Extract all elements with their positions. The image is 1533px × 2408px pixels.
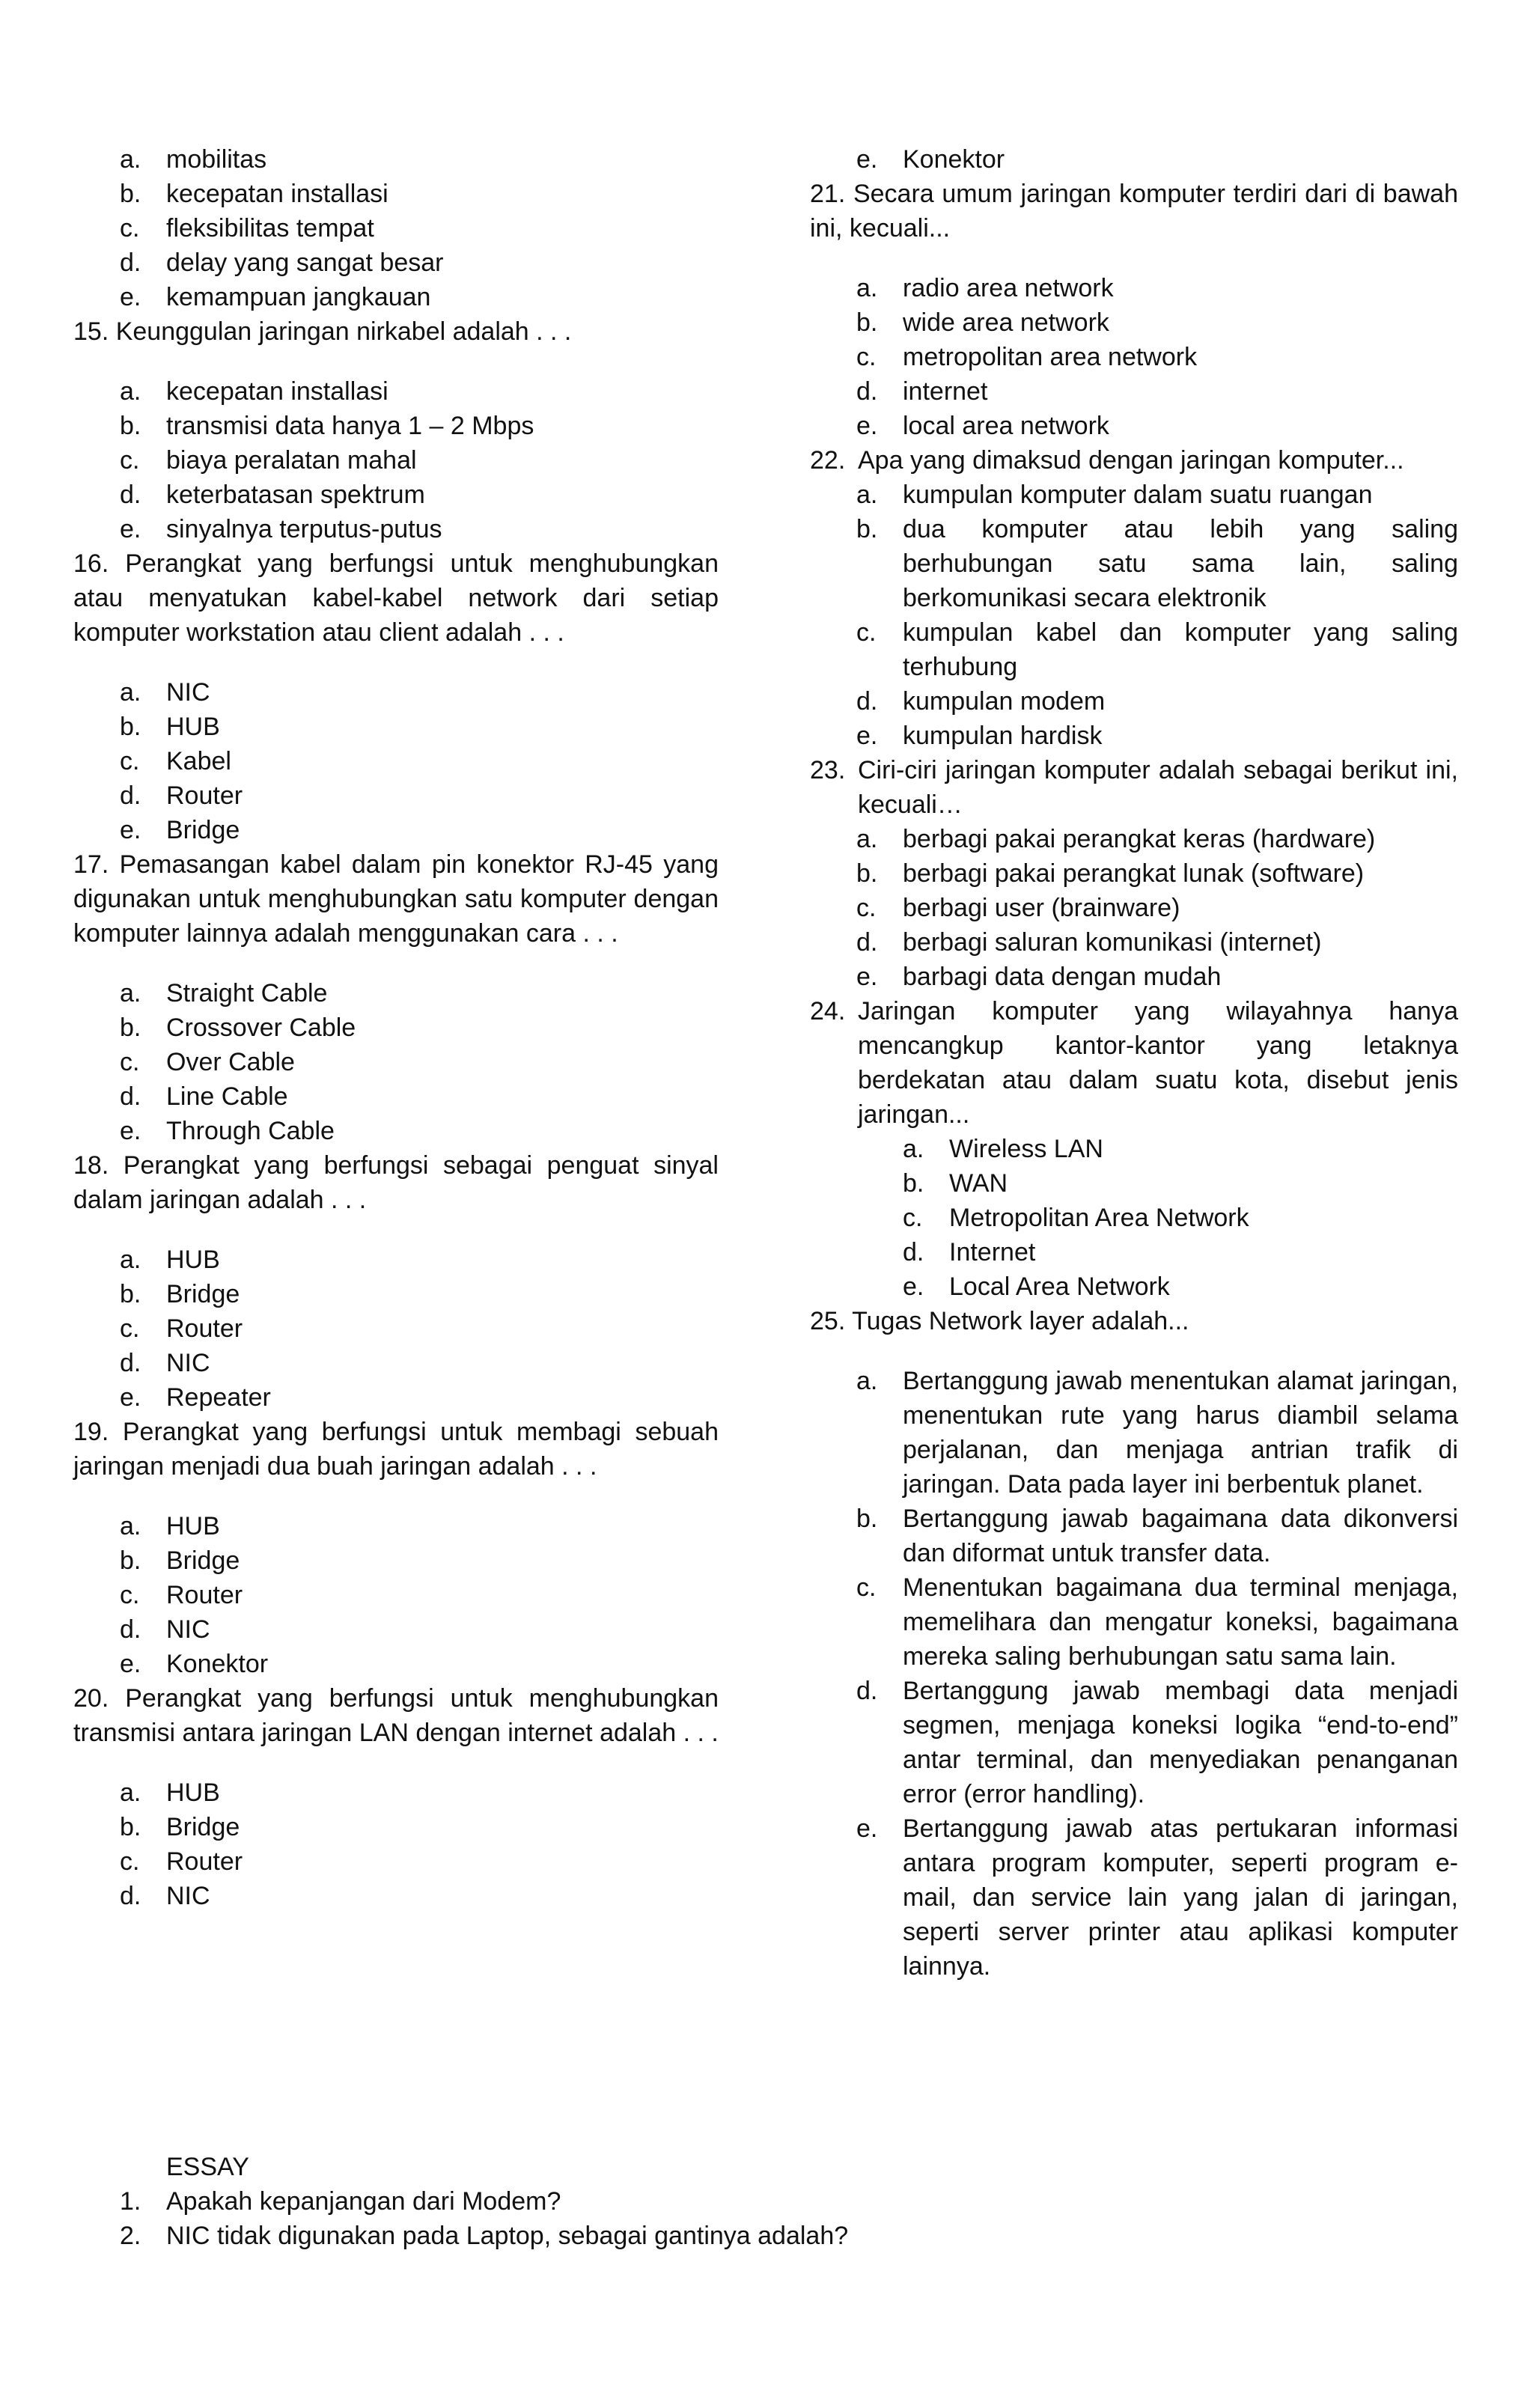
option-letter: b. [120,1280,141,1308]
q14-options [73,142,719,314]
option-text: WAN [949,1169,1008,1198]
option-letter: e. [120,515,141,543]
option-letter: c. [903,1204,923,1232]
q16-option-d [73,778,719,813]
q21-option-b [810,305,1458,340]
q22-option-c [810,615,1458,684]
option-text: keterbatasan spektrum [166,481,425,509]
option-letter: c. [856,1573,877,1602]
option-letter: b. [120,1813,141,1841]
option-letter: c. [120,1581,140,1609]
q24-option-e [810,1269,1458,1304]
option-letter: a. [856,825,878,853]
q24-option-d [810,1235,1458,1269]
option-letter: a. [120,1778,141,1807]
q22-option-e [810,719,1458,753]
q20-options [73,1775,719,1913]
q23-option-c [810,891,1458,925]
option-letter: d. [856,928,878,957]
question-19: 19. Perangkat yang berfungsi untuk membagi sebuah jaringan menjadi dua buah jaringan adalah . . . [73,1418,719,1481]
q21-options [810,271,1458,443]
option-text: berbagi user (brainware) [903,894,1180,922]
option-letter: a. [856,481,878,509]
option-text: fleksibilitas tempat [166,214,374,243]
option-text: biaya peralatan mahal [166,446,417,475]
q24-options [810,1132,1458,1304]
option-text: kecepatan installasi [166,377,388,406]
option-text: Straight Cable [166,979,328,1008]
option-letter: b. [120,1014,141,1042]
option-letter: d. [856,687,878,716]
q19-option-c [73,1578,719,1612]
q21-option-d [810,374,1458,409]
option-text: Bertanggung jawab atas pertukaran informasi antara program komputer, seperti program e-mail, dan service lain yang jalan di jaringan, seperti server printer atau aplikasi komputer lainnya. [903,1814,1458,1981]
option-text: Bridge [166,1546,240,1575]
option-letter: c. [120,747,140,775]
q25-option-c [810,1570,1458,1674]
option-text: Router [166,781,243,810]
option-letter: d. [120,1082,141,1111]
option-letter: a. [856,1367,878,1395]
option-letter: e. [856,412,878,440]
q14-option-d [73,246,719,280]
option-text: Router [166,1581,243,1609]
option-letter: c. [856,894,877,922]
q16-options [73,675,719,847]
option-text: HUB [166,1512,220,1540]
option-text: Bridge [166,1813,240,1841]
option-letter: d. [120,781,141,810]
essay-item-2 [73,2219,1046,2253]
question-16: 16. Perangkat yang berfungsi untuk menghubungkan atau menyatukan kabel-kabel network dari setiap komputer workstation atau client adalah . . . [73,549,719,647]
option-text: NIC [166,678,210,707]
option-text: Kabel [166,747,231,775]
option-text: internet [903,377,988,406]
option-text: local area network [903,412,1109,440]
question-number: 23. [810,756,846,784]
option-text: delay yang sangat besar [166,249,444,277]
option-letter: b. [120,713,141,741]
essay-item-1 [73,2184,1046,2219]
q15-option-d [73,478,719,512]
q15-option-a [73,374,719,409]
option-text: mobilitas [166,145,267,174]
option-text: metropolitan area network [903,343,1198,371]
option-text: HUB [166,1778,220,1807]
option-letter: a. [120,1246,141,1274]
q19-option-e [73,1647,719,1681]
option-letter: e. [120,1383,141,1412]
q15-options [73,374,719,546]
q14-option-b [73,177,719,211]
q25-option-d [810,1674,1458,1811]
left-column [73,142,719,1913]
q23-option-a [810,822,1458,856]
question-24 [810,994,1458,1132]
option-letter: e. [856,145,878,174]
q24-option-b [810,1166,1458,1201]
question-23 [810,753,1458,822]
option-letter: c. [120,1847,140,1876]
q14-option-a [73,142,719,177]
q14-option-c [73,211,719,246]
option-text: NIC [166,1882,210,1910]
q19-option-d [73,1612,719,1647]
q20-option-b [73,1810,719,1844]
option-text: Internet [949,1238,1036,1267]
q14-option-e [73,280,719,314]
question-text: Ciri-ciri jaringan komputer adalah sebagai berikut ini, kecuali… [858,756,1458,819]
option-text: Konektor [166,1650,269,1678]
option-letter: d. [120,481,141,509]
q18-option-e [73,1380,719,1415]
q20-option-d [73,1879,719,1913]
essay-number: 2. [120,2222,141,2250]
q15-option-c [73,443,719,478]
option-letter: d. [120,1349,141,1377]
option-text: kecepatan installasi [166,180,388,208]
option-text: HUB [166,1246,220,1274]
q18-option-a [73,1243,719,1277]
option-text: NIC [166,1615,210,1644]
option-letter: b. [120,1546,141,1575]
option-text: NIC [166,1349,210,1377]
q22-option-b [810,512,1458,615]
question-20: 20. Perangkat yang berfungsi untuk menghubungkan transmisi antara jaringan LAN dengan internet adalah . . . [73,1684,719,1747]
q16-option-b [73,710,719,744]
option-text: Bertanggung jawab menentukan alamat jaringan, menentukan rute yang harus diambil selama perjalanan, dan menjaga antrian trafik di jaringan. Data pada layer ini berbentuk planet. [903,1367,1458,1499]
option-letter: e. [120,1117,141,1145]
option-letter: a. [120,377,141,406]
q17-option-a [73,976,719,1011]
q17-options [73,976,719,1148]
essay-text: Apakah kepanjangan dari Modem? [166,2187,561,2216]
option-letter: b. [120,412,141,440]
question-number: 22. [810,446,846,475]
q23-options [810,822,1458,994]
option-letter: c. [856,618,877,647]
option-letter: e. [856,1814,878,1843]
question-18: 18. Perangkat yang berfungsi sebagai penguat sinyal dalam jaringan adalah . . . [73,1151,719,1214]
option-text: kemampuan jangkauan [166,283,431,311]
essay-number: 1. [120,2187,141,2216]
q23-option-d [810,925,1458,960]
q23-option-e [810,960,1458,994]
option-letter: d. [120,249,141,277]
option-letter: b. [903,1169,924,1198]
option-text: Router [166,1314,243,1343]
option-letter: b. [856,515,878,543]
right-column [810,142,1458,1984]
question-21: 21. Secara umum jaringan komputer terdiri dari di bawah ini, kecuali... [810,180,1458,243]
q23-option-b [810,856,1458,891]
q25-option-a [810,1364,1458,1502]
option-letter: c. [120,1314,140,1343]
option-letter: e. [120,816,141,844]
q15-option-e [73,512,719,546]
option-text: kumpulan modem [903,687,1106,716]
q20-option-a [73,1775,719,1810]
option-text: Bridge [166,816,240,844]
question-text: Jaringan komputer yang wilayahnya hanya mencangkup kantor-kantor yang letaknya berdekatan atau dalam suatu kota, disebut jenis jaringan... [858,997,1458,1129]
essay-title: ESSAY [166,2153,249,2181]
q24-option-c [810,1201,1458,1235]
option-text: Bertanggung jawab bagaimana data dikonversi dan diformat untuk transfer data. [903,1505,1458,1567]
question-15: 15. Keunggulan jaringan nirkabel adalah . . . [73,317,572,346]
option-letter: b. [856,308,878,337]
option-letter: e. [120,1650,141,1678]
option-text: Metropolitan Area Network [949,1204,1249,1232]
option-letter: d. [903,1238,924,1267]
option-text: Bridge [166,1280,240,1308]
option-text: Wireless LAN [949,1135,1103,1163]
option-letter: b. [120,180,141,208]
option-text: Over Cable [166,1048,295,1076]
option-text: Crossover Cable [166,1014,356,1042]
essay-section [73,2150,1046,2253]
option-letter: d. [856,377,878,406]
q17-option-c [73,1045,719,1079]
question-number: 24. [810,997,846,1025]
q21-option-a [810,271,1458,305]
option-text: transmisi data hanya 1 – 2 Mbps [166,412,534,440]
option-letter: c. [120,446,140,475]
option-letter: d. [120,1615,141,1644]
q18-options [73,1243,719,1415]
option-text: barbagi data dengan mudah [903,963,1222,991]
q17-option-d [73,1079,719,1114]
option-letter: e. [120,283,141,311]
q19-option-a [73,1509,719,1543]
q18-option-b [73,1277,719,1311]
option-text: berbagi saluran komunikasi (internet) [903,928,1322,957]
option-letter: c. [856,343,877,371]
option-letter: c. [120,1048,140,1076]
question-25: 25. Tugas Network layer adalah... [810,1307,1189,1335]
q25-options [810,1364,1458,1984]
q15-option-b [73,409,719,443]
q18-option-c [73,1311,719,1346]
option-text: Router [166,1847,243,1876]
option-text: berbagi pakai perangkat keras (hardware) [903,825,1376,853]
q22-option-a [810,478,1458,512]
option-letter: a. [120,145,141,174]
option-text: wide area network [903,308,1109,337]
question-17: 17. Pemasangan kabel dalam pin konektor RJ-45 yang digunakan untuk menghubungkan satu komputer dengan komputer lainnya adalah menggunakan cara . . . [73,850,719,948]
option-letter: d. [856,1677,878,1705]
option-text: Through Cable [166,1117,335,1145]
option-text: kumpulan kabel dan komputer yang saling terhubung [903,618,1458,681]
q17-option-b [73,1011,719,1045]
option-text: Bertanggung jawab membagi data menjadi segmen, menjaga koneksi logika “end-to-end” antar terminal, dan menyediakan penanganan error (error handling). [903,1677,1458,1808]
option-text: sinyalnya terputus-putus [166,515,442,543]
option-letter: e. [903,1272,924,1301]
q21-option-e [810,409,1458,443]
q16-option-e [73,813,719,847]
q16-option-c [73,744,719,778]
q19-option-b [73,1543,719,1578]
option-letter: c. [120,214,140,243]
question-text: Apa yang dimaksud dengan jaringan komputer... [858,446,1404,475]
option-text: berbagi pakai perangkat lunak (software) [903,859,1365,888]
option-letter: b. [856,1505,878,1533]
option-letter: a. [120,678,141,707]
option-text: radio area network [903,274,1114,302]
q25-option-b [810,1502,1458,1570]
option-letter: d. [120,1882,141,1910]
q16-option-a [73,675,719,710]
option-text: kumpulan komputer dalam suatu ruangan [903,481,1373,509]
q22-option-d [810,684,1458,719]
option-text: Konektor [903,145,1005,174]
q25-option-e [810,1811,1458,1984]
option-text: dua komputer atau lebih yang saling berhubungan satu sama lain, saling berkomunikasi secara elektronik [903,515,1458,612]
q19-options [73,1509,719,1681]
essay-text: NIC tidak digunakan pada Laptop, sebagai gantinya adalah? [166,2222,849,2250]
q22-options [810,478,1458,753]
option-text: Menentukan bagaimana dua terminal menjaga, memelihara dan mengatur koneksi, bagaimana mereka saling berhubungan satu sama lain. [903,1573,1458,1671]
option-text: Line Cable [166,1082,288,1111]
question-22 [810,443,1458,478]
q17-option-e [73,1114,719,1148]
q24-option-a [810,1132,1458,1166]
option-letter: b. [856,859,878,888]
option-letter: a. [120,1512,141,1540]
option-text: kumpulan hardisk [903,722,1103,750]
option-text: Local Area Network [949,1272,1170,1301]
option-letter: a. [903,1135,924,1163]
q21-option-c [810,340,1458,374]
option-letter: e. [856,963,878,991]
option-letter: a. [856,274,878,302]
option-text: Repeater [166,1383,271,1412]
q20-option-c [73,1844,719,1879]
q20-option-e [810,142,1458,177]
option-text: HUB [166,713,220,741]
q18-option-d [73,1346,719,1380]
option-letter: a. [120,979,141,1008]
option-letter: e. [856,722,878,750]
